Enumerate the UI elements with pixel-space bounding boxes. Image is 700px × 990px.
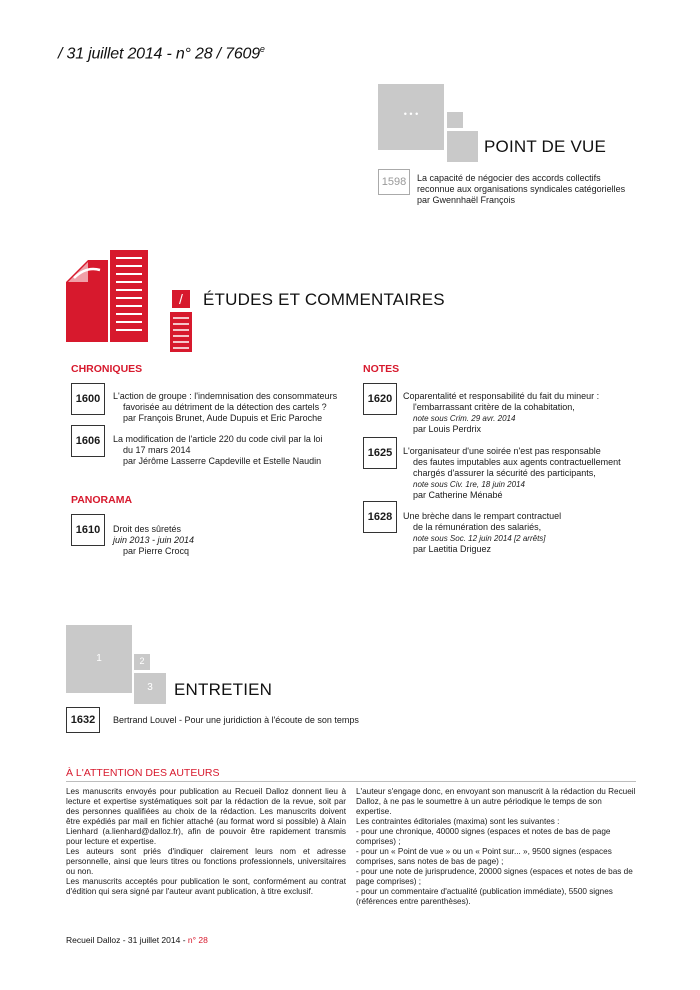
entretien-title: ENTRETIEN [174,680,273,699]
authors-paragraph: - pour un « Point de vue » ou un « Point sur... », 9500 signes (espaces comprises, sans notes de bas de page) ; [356,847,612,866]
entry-note: note sous Civ. 1re, 18 juin 2014 [413,480,525,489]
dots-icon: • • • [403,109,419,119]
panorama-label: PANORAMA [71,494,133,506]
entretien-square-1 [66,625,132,693]
entry-title: Coparentalité et responsabilité du fait du mineur : [403,391,600,401]
authors-paragraph: Les auteurs sont priés d'indiquer clairement leurs nom et adresse personnelle, ainsi que leurs titres ou fonctions professionnels, universitaires ou non. [66,847,346,876]
entry-title: Droit des sûretés [113,524,182,534]
authors-paragraph: Les manuscrits envoyés pour publication au Recueil Dalloz donnent lieu à lecture et expertise systématiques soit par la rédaction de la revue, soit par des personnes qualifiées au choix de la rédaction. Les manuscrits doivent être expédiés par mail en fichier attaché (au format word si possible) à Alain Lienhard (a.lienhard@dalloz.fr), afin de pouvoir être rapidement transmis pour lecture et expertise. [66,787,346,846]
entry-note: note sous Crim. 29 avr. 2014 [413,414,516,423]
entry-title: Une brèche dans le rempart contractuel [403,511,562,521]
pdv-square-large [378,84,444,150]
pdv-entry-line: La capacité de négocier des accords collectifs [417,173,601,183]
entry-number-1606[interactable]: 1606 [71,425,105,457]
entry-note: note sous Soc. 12 juin 2014 [2 arrêts] [413,534,546,543]
authors-paragraph: - pour une note de jurisprudence, 20000 signes (espaces et notes de bas de page comprises) ; [356,867,633,886]
authors-paragraph: L'auteur s'engage donc, en envoyant son manuscrit à la rédaction du Recueil Dalloz, à ne pas le soumettre à un autre périodique le temps de son expertise. [356,787,636,816]
footer-number: n° 28 [187,935,208,945]
square-number: 1 [96,653,102,664]
entry-period: juin 2013 - juin 2014 [113,535,195,545]
authors-right-column [356,787,636,907]
entry-text-1620[interactable] [403,391,599,435]
issue-header [58,44,265,63]
entry-title: l'embarrassant critère de la cohabitation, [413,402,575,412]
authors-paragraph: Les contraintes éditoriales (maxima) sont les suivantes : [356,817,560,826]
entry-number-1628[interactable]: 1628 [363,501,397,533]
slash-badge: / [172,290,190,308]
authors-heading: À L'ATTENTION DES AUTEURS [66,767,220,779]
square-number: 3 [147,682,153,693]
entry-text-1600[interactable] [113,391,337,424]
notes-label: NOTES [363,363,400,375]
entry-author: par Catherine Ménabé [413,490,503,500]
entry-title: chargés d'assurer la sécurité des participants, [413,468,596,478]
entretien-square-3 [134,673,166,704]
entry-title: favorisée au détriment de la détection des cartels ? [123,402,327,412]
entry-text-1632[interactable]: Bertrand Louvel - Pour une juridiction à l'écoute de son temps [113,715,359,725]
entry-title: des fautes imputables aux agents contractuellement [413,457,621,467]
issue-sup: e [259,44,265,54]
entry-author: par Laetitia Driguez [413,544,492,554]
entry-number-1610[interactable]: 1610 [71,514,105,546]
pdv-entry-number[interactable]: 1598 [378,169,410,195]
entry-number-1625[interactable]: 1625 [363,437,397,469]
entry-title: de la rémunération des salariés, [413,522,542,532]
entry-number-1620[interactable]: 1620 [363,383,397,415]
entry-number-1600[interactable]: 1600 [71,383,105,415]
entry-title: La modification de l'article 220 du code civil par la loi [113,434,323,444]
pdv-entry-author: par Gwennhaël François [417,195,516,205]
pdv-square-medium [447,131,478,162]
entry-title: L'action de groupe : l'indemnisation des consommateurs [113,391,338,401]
authors-paragraph: - pour un commentaire d'actualité (publication immédiate), 5500 signes (références entre parenthèses). [356,887,613,906]
issue-line: / 31 juillet 2014 - n° 28 / 7609 [58,45,260,63]
authors-left-column [66,787,346,897]
entretien-square-2 [134,654,150,670]
entry-title: L'organisateur d'une soirée n'est pas responsable [403,446,601,456]
authors-paragraph: Les manuscrits acceptés pour publication le sont, conformément au contrat d'édition qui sera signé par l'auteur avant publication, à titre exclusif. [66,877,346,896]
entry-author: par Louis Perdrix [413,424,482,434]
entry-number-1632[interactable]: 1632 [66,707,100,733]
entry-text-1610[interactable] [113,524,194,557]
entry-author: par François Brunet, Aude Dupuis et Eric Paroche [123,413,323,423]
authors-rule [66,781,636,782]
footer-text: Recueil Dalloz - 31 juillet 2014 - [66,935,188,945]
entry-title: du 17 mars 2014 [123,445,191,455]
etudes-title: ÉTUDES ET COMMENTAIRES [203,290,445,309]
pdv-entry-text[interactable] [417,173,625,206]
pdv-entry-line: reconnue aux organisations syndicales catégorielles [417,184,626,194]
entry-text-1628[interactable] [403,511,561,555]
pdv-square-small [447,112,463,128]
footer [66,935,208,945]
pdv-title: POINT DE VUE [484,137,607,156]
authors-paragraph: - pour une chronique, 40000 signes (espaces et notes de bas de page comprises) ; [356,827,611,846]
entry-text-1625[interactable] [403,446,621,501]
entry-text-1606[interactable] [113,434,322,467]
entry-author: par Jérôme Lasserre Capdeville et Estelle Naudin [123,456,322,466]
chroniques-label: CHRONIQUES [71,363,143,375]
square-number: 2 [139,656,145,666]
entry-author: par Pierre Crocq [123,546,190,556]
